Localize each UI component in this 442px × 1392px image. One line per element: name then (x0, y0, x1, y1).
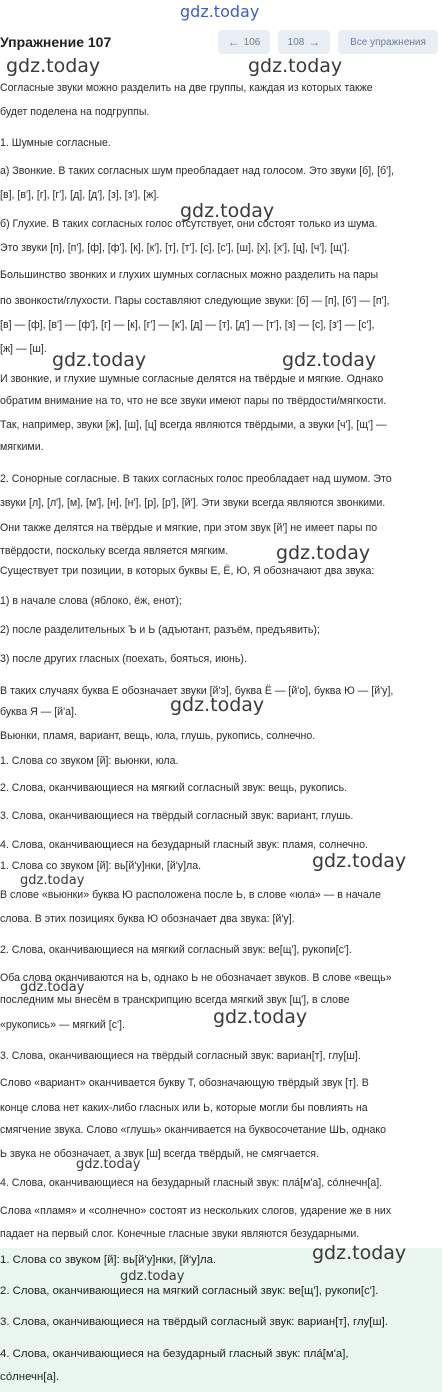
text-line: 1. Шумные согласные. (0, 137, 111, 149)
text-line: обратим внимание на то, что не все звуки имеют пары по твёрдости/мягкости. (0, 395, 387, 407)
text-line: Ь звука не обозначает, а звук [ш] всегда твёрдый, не смягчается. (0, 1148, 319, 1160)
arrow-left-icon: ← (227, 35, 240, 49)
text-line: смягчение звука. Слово «глушь» оканчивается на буквосочетание ШЬ, однако (0, 1124, 387, 1136)
text-line: 2. Сонорные согласные. В таких согласных голос преобладает над шумом. Это (0, 473, 392, 485)
answer-line: 2. Слова, оканчивающиеся на мягкий согласный звук: ве[щ'], рукопи[с']. (0, 1285, 379, 1297)
answer-block (0, 1248, 442, 1392)
text-line: 1) в начале слова (яблоко, ёж, енот); (0, 595, 182, 607)
prev-exercise-button[interactable] (218, 30, 270, 54)
text-line: Большинство звонких и глухих шумных согласных можно разделить на пары (0, 269, 379, 281)
watermark: gdz.today (180, 200, 275, 222)
text-line: 4. Слова, оканчивающиеся на безударный гласный звук: пла́[м'а], со́лнечн[а]. (0, 1177, 383, 1189)
text-line: слова. В этих позициях буква Ю обозначает два звука: [й'у]. (0, 913, 295, 925)
next-exercise-button[interactable] (278, 30, 330, 54)
all-exercises-label: Все упражнения (350, 36, 426, 48)
text-line: Слова «пламя» и «солнечно» состоят из нескольких слогов, ударение же в них (0, 1205, 392, 1217)
watermark: gdz.today (248, 55, 343, 77)
text-line: Они также делятся на твёрдые и мягкие, при этом звук [й'] не имеет пары по (0, 522, 378, 534)
text-line: звуки [л], [л'], [м], [м'], [н], [н'], [р], [р'], [й']. Эти звуки всегда являются звонкими. (0, 497, 386, 509)
text-line: мягкими. (0, 441, 44, 453)
text-line: [в] — [ф], [в'] — [ф'], [г] — [к], [г'] — [к'], [д] — [т], [д'] — [т'], [з] — [с], [з'] — [с'], (0, 319, 375, 331)
text-line: по звонкости/глухости. Пары составляют следующие звуки: [б] — [п], [б'] — [п'], (0, 295, 390, 307)
answer-line: 3. Слова, оканчивающиеся на твёрдый согласный звук: вариан[т], глу[ш]. (0, 1316, 388, 1328)
text-line: а) Звонкие. В таких согласных шум преобладает над голосом. Это звуки [б], [б'], (0, 165, 394, 177)
page-title: Упражнение 107 (0, 34, 112, 50)
text-line: 2. Слова, оканчивающиеся на мягкий согласный звук: вещь, рукопись. (0, 782, 348, 794)
text-line: 3. Слова, оканчивающиеся на твёрдый согласный звук: вариан[т], глу[ш]. (0, 1050, 361, 1062)
text-line: [ж] — [ш]. (0, 343, 47, 355)
watermark: gdz.today (213, 1006, 308, 1028)
text-line: [в], [в'], [г], [г'], [д], [д'], [з], [з'], [ж]. (0, 189, 160, 201)
text-line: 3. Слова, оканчивающиеся на твёрдый согласный звук: вариант, глушь. (0, 810, 354, 822)
watermark: gdz.today (312, 850, 407, 872)
arrow-right-icon: → (308, 35, 321, 49)
text-line: 1. Слова со звуком [й]: вьюнки, юла. (0, 755, 179, 767)
text-line: Это звуки [п], [п'], [ф], [ф'], [к], [к'], [т], [т'], [с], [с'], [ш], [х], [х'], [ц], [ч'], [щ']. (0, 242, 350, 254)
watermark: gdz.today (312, 1242, 407, 1264)
text-line: 2) после разделительных Ъ и Ь (адъютант, разъём, предъявить); (0, 624, 320, 636)
next-exercise-label: 108 (287, 36, 305, 48)
watermark: gdz.today (6, 55, 101, 77)
watermark: gdz.today (20, 873, 85, 888)
text-line: Так, например, звуки [ж], [ш], [ц] всегда являются твёрдыми, а звуки [ч'], [щ'] — (0, 419, 387, 431)
watermark: gdz.today (282, 349, 377, 371)
watermark: gdz.today (276, 542, 371, 564)
text-line: падает на первый слог. Конечные гласные звуки являются безударными. (0, 1228, 360, 1240)
prev-exercise-label: 106 (243, 36, 261, 48)
text-line: 2. Слова, оканчивающиеся на мягкий согласный звук: ве[щ'], рукопи[с']. (0, 944, 352, 956)
watermark: gdz.today (120, 1269, 185, 1284)
text-line: будет поделена на подгруппы. (0, 106, 150, 118)
text-line: В слове «вьюнки» буква Ю расположена после Ь, в слове «юла» — в начале (0, 889, 381, 901)
watermark-top: gdz.today (180, 2, 260, 21)
text-line: Вьюнки, пламя, вариант, вещь, юла, глушь, рукопись, солнечно. (0, 730, 316, 742)
watermark: gdz.today (76, 1157, 141, 1172)
exercise-header (0, 28, 442, 58)
text-line: 3) после других гласных (поехать, бояться, июнь). (0, 653, 247, 665)
watermark: gdz.today (52, 349, 147, 371)
text-line: б) Глухие. В таких согласных голос отсутствует, они состоят только из шума. (0, 218, 378, 230)
text-line: «рукопись» — мягкий [с']. (0, 1019, 125, 1031)
answer-line: со́лнечн[а]. (0, 1371, 60, 1383)
text-line: конце слова нет каких-либо гласных или Ь, которые могли бы повлиять на (0, 1102, 368, 1114)
text-line: Оба слова оканчиваются на Ь, однако Ь не обозначает звуков. В слове «вещь» (0, 972, 392, 984)
text-line: И звонкие, и глухие шумные согласные делятся на твёрдые и мягкие. Однако (0, 373, 384, 385)
text-line: твёрдости, поскольку всегда является мягким. (0, 545, 229, 557)
text-line: последним мы внесём в транскрипцию всегда мягкий звук [щ'], в слове (0, 994, 350, 1006)
answer-line: 1. Слова со звуком [й]: вь[й'у]нки, [й'у]ла. (0, 1254, 217, 1266)
text-line: Существует три позиции, в которых буквы Е, Ё, Ю, Я обозначают два звука: (0, 565, 375, 577)
text-line: 4. Слова, оканчивающиеся на безударный гласный звук: пламя, солнечно. (0, 839, 368, 851)
text-line: В таких случаях буква Е обозначает звуки [й'э], буква Ё — [й'о], буква Ю — [й'у], (0, 685, 394, 697)
all-exercises-button[interactable] (338, 30, 438, 54)
text-line: Слово «вариант» оканчивается букву Т, обозначающую твёрдый звук [т]. В (0, 1077, 369, 1089)
text-line: 1. Слова со звуком [й]: вь[й'у]нки, [й'у]ла. (0, 860, 202, 872)
text-line: буква Я — [й'а]. (0, 706, 77, 718)
watermark: gdz.today (20, 980, 85, 995)
answer-line: 4. Слова, оканчивающиеся на безударный гласный звук: пла́[м'а], (0, 1348, 349, 1360)
text-line: Согласные звуки можно разделить на две группы, каждая из которых также (0, 82, 373, 94)
watermark: gdz.today (170, 694, 265, 716)
